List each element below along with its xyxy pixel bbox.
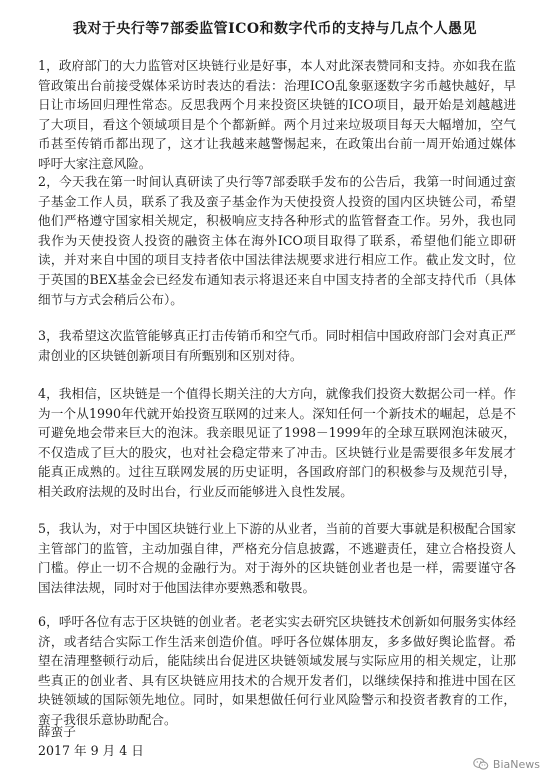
wechat-icon	[473, 757, 489, 771]
document-title: 我对于央行等7部委监管ICO和数字代币的支持与几点个人愚见	[72, 21, 478, 37]
paragraph-2: 2，今天我在第一时间认真研读了央行等7部委联手发布的公告后，我第一时间通过蛮子基金工作人员，联系了我及蛮子基金作为天使投资人投资的国内区块链公司，希望他们严格遵守国家相关规定，积极响应支持各种形式的监管督查工作。另外，我也同我作为天使投资人投资的融资主体在海外ICO项目取得了联系，希望他们能立即研读，并对来自中国的项目支持者依中国法律法规要求进行相应工作。截止发文时，位于英国的BEX基金会已经发布通知表示将退还来自中国支持者的全部支持代币（具体细节与方式会稍后公布）。	[38, 174, 516, 307]
paragraph-4: 4，我相信，区块链是一个值得长期关注的大方向，就像我们投资大数据公司一样。作为一个从1990年代就开始投资互联网的过来人。深知任何一个新技术的崛起，总是不可避免地会带来巨大的泡沫。我亲眼见证了1998－1999年的全球互联网泡沫破灭，不仅造成了巨大的股灾，也对社会稳定带来了冲击。区块链行业是需要很多年发展才能真正成熟的。过往互联网发展的历史证明，各国政府部门的积极参与及规范引导，相关政府法规的及时出台，行业反而能够进入良性发展。	[38, 386, 516, 499]
paragraph-6: 6，呼吁各位有志于区块链的创业者。老老实实去研究区块链技术创新如何服务实体经济，或者结合实际工作生活来创造价值。呼吁各位媒体朋友，多多做好舆论监督。希望在清理整顿行动后，能陆续出台促进区块链领域发展与实际应用的相关规定，让那些真正的创业者、具有区块链应用技术的合规开发者们，以继续保持和推进中国在区块链领域的国际领先地位。同时，如果想做任何行业风险警示和投资者教育的工作，蛮子我很乐意协助配合。	[38, 614, 516, 727]
paragraph-3: 3，我希望这次监管能够真正打击传销币和空气币。同时相信中国政府部门会对真正严肃创业的区块链创新项目有所甄别和区别对待。	[38, 328, 516, 363]
signature-block	[38, 722, 144, 760]
signature-name: 薛蛮子	[38, 724, 76, 739]
paragraph-1: 1，政府部门的大力监管对区块链行业是好事，本人对此深表赞同和支持。亦如我在监管政策出台前接受媒体采访时表达的看法：治理ICO乱象驱逐数字劣币越快越好，早日让市场回归理性常态。反思我两个月来投资区块链的ICO项目，最开始是刘越越进了大项目，看这个领域项目是个个都新鲜。两个月过来垃圾项目每天大幅增加，空气币甚至传销币都出现了，这才让我越来越警惕起来，在政策出台前一周开始通过媒体呼吁大家注意风险。	[38, 58, 516, 171]
watermark	[473, 757, 540, 771]
signature-date: 2017 年 9 月 4 日	[38, 743, 144, 758]
watermark-text: BiaNews	[492, 757, 540, 771]
paragraph-5: 5，我认为，对于中国区块链行业上下游的从业者，当前的首要大事就是积极配合国家主管部门的监管，主动加强自律，严格充分信息披露，不逃避责任，建立合格投资人门槛。停止一切不合规的金融行为。对于海外的区块链创业者也是一样，需要谨守各国法律法规，同时对于他国法律亦要熟悉和敬畏。	[38, 521, 516, 595]
